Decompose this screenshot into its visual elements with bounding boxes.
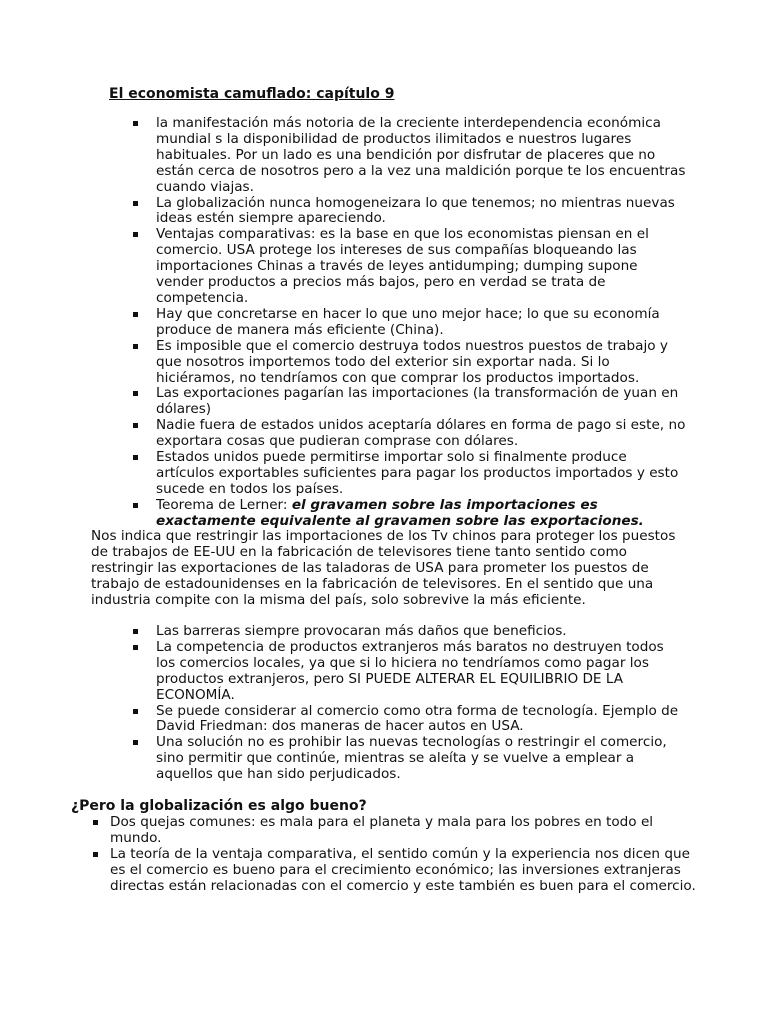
bullet-icon (133, 121, 138, 126)
list-item: La globalización nunca homogeneizara lo que tenemos; no mientras nuevas ideas estén siempre apareciendo. (0, 196, 686, 228)
lerner-theorem: el gravamen sobre las importaciones es exactamente equivalente al gravamen sobre las exportaciones. (156, 496, 644, 529)
bullet-list-globalization (0, 815, 768, 895)
document-title: El economista camuflado: capítulo 9 (109, 86, 395, 102)
bullet-icon (133, 709, 138, 714)
body-paragraph: Nos indica que restringir las importaciones de los Tv chinos para proteger los puestos de trabajos de EE-UU en la fabricación de televisores tiene tanto sentido como restringir las exportaciones de las taladoras de USA para prometer los puestos de trabajo de estadounidenses en la fabricación de televisores. En el sentido que una industria compite con la misma del país, solo sobrevive la más eficiente. (91, 528, 676, 608)
list-item: Las exportaciones pagarían las importaciones (la transformación de yuan en dólares) (0, 386, 686, 418)
bullet-icon (133, 455, 138, 460)
list-item: Estados unidos puede permitirse importar solo si finalmente produce artículos exportables suficientes para pagar los productos importados y esto sucede en todos los países. (0, 450, 686, 498)
list-item: Ventajas comparativas: es la base en que los economistas piensan en el comercio. USA protege los intereses de sus compañías bloqueando las importaciones Chinas a través de leyes antidumping; dumping supone vender productos a precios más bajos, pero en verdad se trata de competencia. (0, 227, 686, 307)
bullet-icon (133, 423, 138, 428)
bullet-icon (133, 503, 138, 508)
bullet-icon (133, 312, 138, 317)
list-item: Se puede considerar al comercio como otra forma de tecnología. Ejemplo de David Friedman: dos maneras de hacer autos en USA. (0, 704, 686, 736)
bullet-icon (133, 232, 138, 237)
bullet-icon (133, 629, 138, 634)
list-item: La competencia de productos extranjeros más baratos no destruyen todos los comercios locales, ya que si lo hiciera no tendríamos como pagar los productos extranjeros, pero SI PUEDE ALTERAR EL EQUILIBRIO DE LA ECONOMÍA. (0, 640, 686, 704)
bullet-icon (133, 391, 138, 396)
list-item: Las barreras siempre provocaran más daños que beneficios. (0, 624, 686, 640)
bullet-icon (133, 344, 138, 349)
list-item: la manifestación más notoria de la creciente interdependencia económica mundial s la disponibilidad de productos ilimitados e nuestros lugares habituales. Por un lado es una bendición por disfrutar de placeres que no están cerca de nosotros pero a la vez una maldición porque te los encuentras cuando viajas. (0, 116, 686, 196)
list-item: Hay que concretarse en hacer lo que uno mejor hace; lo que su economía produce de manera más eficiente (China). (0, 307, 686, 339)
bullet-icon (93, 852, 98, 857)
bullet-list-secondary (0, 624, 768, 783)
list-item-lerner (0, 498, 686, 530)
bullet-icon (133, 740, 138, 745)
list-item: Es imposible que el comercio destruya todos nuestros puestos de trabajo y que nosotros importemos todo del exterior sin exportar nada. Si lo hiciéramos, no tendríamos con que comprar los productos importados. (0, 339, 686, 387)
bullet-icon (133, 201, 138, 206)
bullet-icon (133, 645, 138, 650)
bullet-list-main (0, 116, 768, 530)
list-item: Una solución no es prohibir las nuevas tecnologías o restringir el comercio, sino permitir que continúe, mientras se aleíta y se vuelve a emplear a aquellos que han sido perjudicados. (0, 735, 686, 783)
list-item: Dos quejas comunes: es mala para el planeta y mala para los pobres en todo el mundo. (0, 815, 700, 847)
list-item: La teoría de la ventaja comparativa, el sentido común y la experiencia nos dicen que es el comercio es bueno para el crecimiento económico; las inversiones extranjeras directas están relacionadas con el comercio y este también es buen para el comercio. (0, 847, 700, 895)
bullet-icon (93, 820, 98, 825)
list-item: Nadie fuera de estados unidos aceptaría dólares en forma de pago si este, no exportara cosas que pudieran comprase con dólares. (0, 418, 686, 450)
section-heading: ¿Pero la globalización es algo bueno? (71, 798, 367, 814)
lerner-label: Teorema de Lerner: (156, 496, 292, 513)
